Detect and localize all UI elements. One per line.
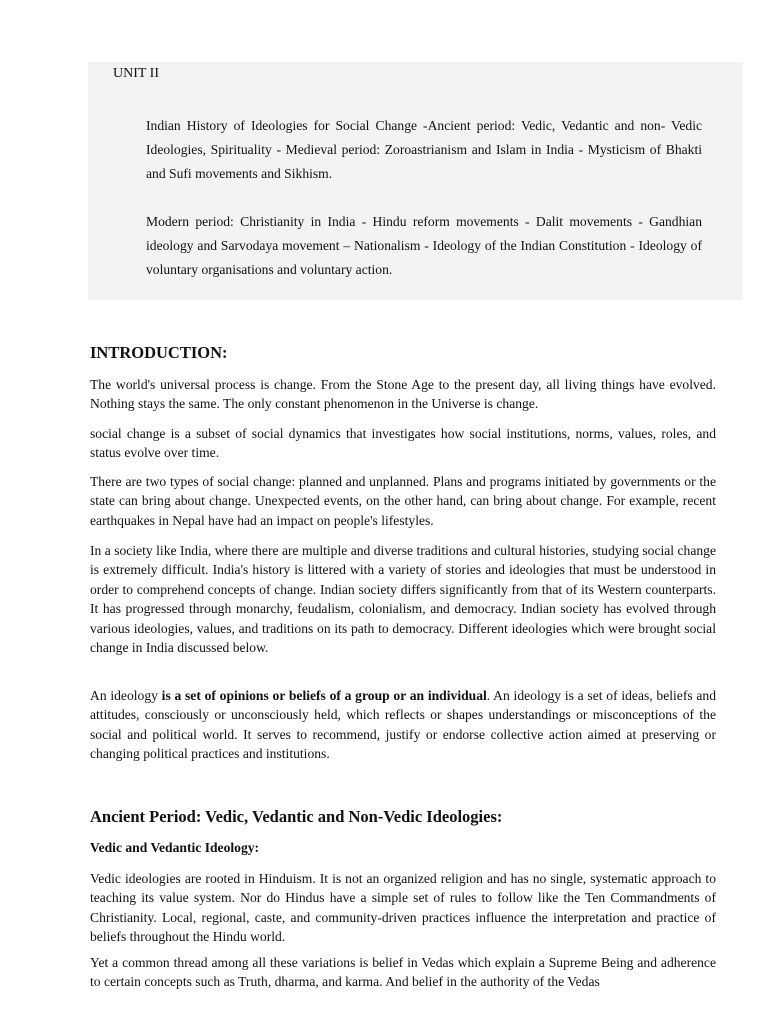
- ideology-text-pre: An ideology: [90, 688, 162, 703]
- ideology-text-post: . An ideology is a set of ideas, beliefs and attitudes, consciously or unconsciously held, which reflects or shapes understandings or misconceptions of the social and political world. It serves to recommend, justify or endorse collective action aimed at preserving or changing political practices and institutions.: [90, 688, 717, 762]
- vedic-subheading: Vedic and Vedantic Ideology:: [90, 840, 260, 855]
- intro-paragraph-1: The world's universal process is change. From the Stone Age to the present day, all living things have evolved. Nothing stays the same. The only constant phenomenon in the Universe is change.: [90, 377, 716, 412]
- syllabus-paragraph-2: Modern period: Christianity in India - Hindu reform movements - Dalit movements - Gandhian ideology and Sarvodaya movement – Nationalism - Ideology of the Indian Constitution - Ideology of voluntary organisations and voluntary action.: [146, 214, 702, 277]
- intro-paragraph-3: There are two types of social change: planned and unplanned. Plans and programs initiated by governments or the state can bring about change. Unexpected events, on the other hand, can bring about change. For example, recent earthquakes in Nepal have had an impact on people's lifestyles.: [90, 474, 716, 528]
- vedic-paragraph-2: Yet a common thread among all these variations is belief in Vedas which explain a Supreme Being and adherence to certain concepts such as Truth, dharma, and karma. And belief in the authority of the Vedas: [90, 955, 716, 990]
- ancient-period-heading: Ancient Period: Vedic, Vedantic and Non-Vedic Ideologies:: [90, 807, 503, 826]
- vedic-paragraph-1: Vedic ideologies are rooted in Hinduism. It is not an organized religion and has no single, systematic approach to teaching its value system. Nor do Hindus have a simple set of rules to follow like the Ten Commandments of Christianity. Local, regional, caste, and community-driven practices influence the interpretation and practice of beliefs throughout the Hindu world.: [90, 871, 716, 945]
- intro-paragraph-4: In a society like India, where there are multiple and diverse traditions and cultural histories, studying social change is extremely difficult. India's history is littered with a variety of stories and ideologies that must be understood in order to comprehend concepts of change. Indian society differs significantly from that of its Western counterparts. It has progressed through monarchy, feudalism, colonialism, and democracy. Indian society has evolved through various ideologies, values, and traditions on its path to democracy. Different ideologies which were brought social change in India discussed below.: [90, 543, 716, 656]
- syllabus-paragraph-1: Indian History of Ideologies for Social Change -Ancient period: Vedic, Vedantic and non- Vedic Ideologies, Spirituality - Medieval period: Zoroastrianism and Islam in India - Mysticism of Bhakti and Sufi movements and Sikhism.: [146, 118, 702, 181]
- intro-paragraph-2: social change is a subset of social dynamics that investigates how social institutions, norms, values, roles, and status evolve over time.: [90, 426, 716, 461]
- intro-paragraph-5: [90, 686, 716, 764]
- unit-label: UNIT II: [113, 66, 160, 81]
- introduction-section: [90, 343, 716, 363]
- ideology-definition-bold: is a set of opinions or beliefs of a group or an individual: [161, 688, 487, 703]
- introduction-heading: INTRODUCTION:: [90, 343, 228, 362]
